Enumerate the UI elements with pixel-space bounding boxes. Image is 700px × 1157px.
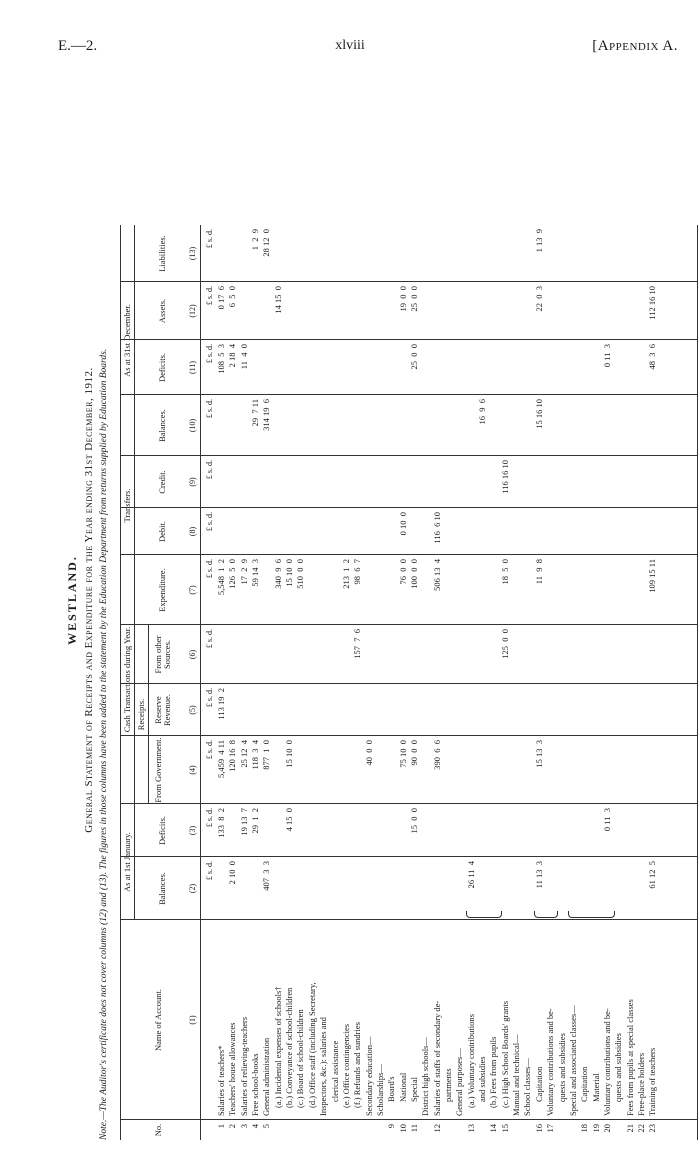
row-number: 12 [431, 1124, 442, 1133]
statement-title: WESTLAND. [65, 555, 79, 645]
account-name: (b.) Conveyance of school-children [284, 987, 295, 1108]
currency-units: £ s. d. [205, 286, 214, 306]
cell-value: 126 5 0 [227, 559, 238, 589]
bracket-brace [466, 911, 502, 918]
cell-value: 75 10 0 [397, 740, 408, 768]
account-name: Voluntary contributions and be- [601, 1008, 612, 1116]
column-number: (8) [188, 526, 197, 537]
column-number: (5) [188, 705, 197, 715]
column-header: Expenditure. [157, 568, 167, 612]
column-header: Debit. [157, 521, 167, 543]
currency-units: £ s. d. [205, 740, 214, 760]
column-header: Deficits. [157, 352, 167, 383]
cell-value: 120 16 8 [227, 740, 238, 772]
cell-value: 76 0 0 [397, 559, 408, 585]
statement-subtitle: General Statement of Receipts and Expenditure for the Year ending 31st December, 1912. [83, 367, 95, 833]
cell-value: 15 10 0 [284, 559, 295, 587]
account-name: Salaries of staffs of secondary de- [431, 1000, 442, 1116]
column-number: (4) [188, 765, 197, 775]
column-number: (10) [188, 418, 197, 433]
cell-value: 26 11 4 [465, 861, 476, 889]
account-name: (d.) Office staff (including Secretary, [306, 982, 317, 1108]
appendix-label: [Appendix A. [592, 38, 678, 54]
row-number: 15 [499, 1124, 510, 1133]
account-name: Special and associated classes— [567, 1005, 578, 1116]
bracket-brace [534, 911, 559, 918]
row-number: 14 [488, 1124, 499, 1133]
column-header: From Government. [153, 737, 163, 803]
column-header: Balances. [157, 872, 167, 905]
account-name: Manual and technical— [511, 1034, 522, 1116]
account-name: (a.) Voluntary contributions [465, 1014, 476, 1108]
account-name: clerical assistance [329, 1040, 340, 1102]
account-name: Teachers' house allowances [227, 1022, 238, 1116]
cell-value: 0 17 6 [216, 286, 226, 310]
cell-value: 108 5 3 [216, 344, 226, 374]
column-number: (2) [188, 883, 197, 894]
account-name: (a.) Incidental expenses of schools† [272, 986, 283, 1108]
group-rule-receipts [148, 625, 149, 804]
account-name: Free-place holders [635, 1052, 646, 1116]
account-name: (b.) Fees from pupils [488, 1036, 499, 1108]
row-number: 16 [533, 1124, 544, 1133]
account-name: School classes— [522, 1058, 533, 1116]
cell-value: 506 13 4 [431, 559, 442, 591]
account-name: Voluntary contributions and be- [545, 1008, 556, 1116]
group-rule-december [134, 225, 135, 456]
row-number: 19 [590, 1124, 601, 1133]
account-name: (f.) Refunds and sundries [352, 1022, 363, 1108]
auditor-note: Note.—The Auditor's certificate does not cover columns (12) and (13). The figures in those columns have been added to the statement by the Education Department from returns supplied by Education Boards. [99, 348, 109, 1140]
row-number: 4 [250, 1124, 261, 1129]
row-number: 21 [624, 1124, 635, 1133]
row-number: 18 [579, 1124, 590, 1133]
column-rule [120, 1119, 698, 1120]
currency-units: £ s. d. [205, 629, 214, 649]
cell-value: 510 0 0 [295, 559, 306, 589]
column-number: (3) [188, 825, 197, 836]
cell-value: 877 1 0 [261, 740, 272, 770]
account-name: quests and subsidies [556, 1033, 567, 1102]
cell-value: 15 16 10 [533, 399, 544, 429]
cell-value: 4 15 0 [284, 808, 295, 832]
group-header-receipts: Receipts. [136, 698, 146, 731]
account-name: Capitation [533, 1066, 544, 1102]
cell-value: 116 6 10 [431, 512, 442, 544]
currency-units: £ s. d. [205, 399, 214, 419]
cell-value: 100 0 0 [408, 559, 419, 589]
cell-value: 19 13 7 [238, 808, 249, 836]
column-header: Deficits. [157, 815, 167, 846]
cell-value: 15 13 3 [533, 740, 544, 768]
cell-value: 157 7 6 [352, 629, 363, 659]
cell-value: 40 0 0 [363, 740, 374, 766]
cell-value: 0 11 3 [601, 344, 612, 368]
cell-value: 5,459 4 11 [216, 740, 226, 778]
account-name: Board's [386, 1076, 397, 1102]
cell-value: 340 9 6 [272, 559, 283, 589]
cell-value: 29 7 11 [250, 399, 261, 427]
account-name: Salaries of teachers* [216, 1045, 226, 1116]
account-name: Material [590, 1073, 601, 1102]
group-header-cash-transactions: Cash Transactions during Year. [122, 626, 132, 733]
cell-value: 2 10 0 [227, 861, 238, 885]
account-name: (e.) Office contingencies [340, 1023, 351, 1108]
row-number: 11 [408, 1124, 419, 1133]
currency-units: £ s. d. [205, 861, 214, 881]
cell-value: 14 15 0 [272, 286, 283, 314]
currency-units: £ s. d. [205, 229, 214, 249]
group-rule-january [134, 804, 135, 920]
account-name: Capitation [579, 1066, 590, 1102]
cell-value: 1 13 9 [533, 229, 544, 253]
rotated-statement-table [58, 60, 698, 1140]
account-name: Fees from pupils at special classes [624, 999, 635, 1116]
group-header-january: As at 1st January. [122, 832, 132, 892]
cell-value: 11 13 3 [533, 861, 544, 889]
column-header: No. [153, 1123, 163, 1137]
cell-value: 125 0 0 [499, 629, 510, 659]
account-name: Secondary education— [363, 1036, 374, 1116]
cell-value: 113 19 2 [216, 688, 226, 720]
cell-value: 48 3 6 [647, 344, 658, 370]
currency-units: £ s. d. [205, 344, 214, 364]
cell-value: 29 1 2 [250, 808, 261, 834]
account-name: District high schools— [420, 1037, 431, 1116]
cell-value: 1 2 9 [250, 229, 261, 251]
cell-value: 17 2 9 [238, 559, 249, 585]
currency-units: £ s. d. [205, 460, 214, 480]
group-header-december: As at 31st December. [122, 304, 132, 377]
column-header: Reserve Revenue. [153, 694, 173, 726]
cell-value: 28 12 0 [261, 229, 272, 257]
bracket-brace [568, 911, 615, 918]
currency-units: £ s. d. [205, 688, 214, 708]
column-number: (11) [188, 360, 197, 375]
cell-value: 11 9 8 [533, 559, 544, 585]
account-name: Special [408, 1076, 419, 1102]
group-rule-transfers [134, 456, 135, 555]
account-name: and subsidies [477, 1056, 488, 1102]
cell-value: 15 0 0 [408, 808, 419, 834]
cell-value: 18 5 0 [499, 559, 510, 585]
cell-value: 0 11 3 [601, 808, 612, 832]
column-number: (7) [188, 585, 197, 595]
account-name: General administration [261, 1037, 272, 1116]
cell-value: 116 16 10 [499, 460, 510, 494]
row-number: 20 [601, 1124, 612, 1133]
cell-value: 112 16 10 [647, 286, 658, 320]
currency-units: £ s. d. [205, 559, 214, 579]
cell-value: 390 6 6 [431, 740, 442, 770]
cell-value: 2 18 4 [227, 344, 238, 368]
account-name: Inspectors, &c.): salaries and [318, 1017, 329, 1116]
row-number: 10 [397, 1124, 408, 1133]
page-number: xlviii [335, 38, 365, 53]
cell-value: 25 0 0 [408, 344, 419, 370]
account-name: Training of teachers [647, 1047, 658, 1116]
row-number: 3 [238, 1124, 249, 1129]
cell-value: 25 12 4 [238, 740, 249, 768]
group-header-transfers: Transfers. [122, 488, 132, 523]
account-name: General purposes— [454, 1048, 465, 1116]
row-number: 23 [647, 1124, 658, 1133]
cell-value: 59 14 3 [250, 559, 261, 587]
column-number: (12) [188, 304, 197, 318]
column-header: Name of Account. [153, 988, 163, 1052]
cell-value: 407 3 3 [261, 861, 272, 891]
cell-value: 11 4 0 [238, 344, 249, 370]
cell-value: 133 8 2 [216, 808, 226, 838]
cell-value: 0 10 0 [397, 512, 408, 536]
cell-value: 109 15 11 [647, 559, 658, 593]
cell-value: 25 0 0 [408, 286, 419, 312]
currency-units: £ s. d. [205, 808, 214, 828]
cell-value: 16 9 6 [477, 399, 488, 425]
page-section-code: E.—2. [58, 38, 98, 54]
row-number: 1 [216, 1124, 226, 1129]
column-header: Credit. [157, 470, 167, 494]
row-number: 2 [227, 1124, 238, 1129]
column-header: From other Sources. [153, 635, 173, 674]
cell-value: 314 19 6 [261, 399, 272, 431]
column-header: Assets. [157, 298, 167, 324]
account-name: (c.) Board of school-children [295, 1009, 306, 1108]
cell-value: 22 0 3 [533, 286, 544, 312]
cell-value: 19 0 0 [397, 286, 408, 312]
cell-value: 213 1 2 [340, 559, 351, 589]
row-number: 22 [635, 1124, 646, 1133]
account-name: Scholarships— [374, 1064, 385, 1116]
cell-value: 15 10 0 [284, 740, 295, 768]
row-number: 9 [386, 1124, 397, 1129]
column-header: Balances. [157, 409, 167, 442]
column-header: Liabilities. [157, 235, 167, 272]
cell-value: 90 0 0 [408, 740, 419, 766]
account-name: Salaries of relieving-teachers [238, 1016, 249, 1116]
row-number: 17 [545, 1124, 556, 1133]
account-name: (c.) High School Boards' grants [499, 1000, 510, 1108]
column-number: (1) [188, 1015, 197, 1025]
row-number: 5 [261, 1124, 272, 1129]
column-number: (9) [188, 477, 197, 487]
cell-value: 5,548 1 2 [216, 559, 226, 596]
group-rule-cash [134, 555, 135, 804]
account-name: quests and subsidies [613, 1033, 624, 1102]
cell-value: 6 5 0 [227, 286, 238, 308]
account-name: National [397, 1072, 408, 1102]
account-name: partments [443, 1068, 453, 1102]
cell-value: 98 6 7 [352, 559, 363, 585]
cell-value: 61 12 5 [647, 861, 658, 889]
column-number: (13) [188, 246, 197, 261]
currency-units: £ s. d. [205, 512, 214, 532]
cell-value: 118 3 4 [250, 740, 261, 770]
row-number: 13 [465, 1124, 476, 1133]
column-number: (6) [188, 649, 197, 660]
account-name: Free school-books [250, 1053, 261, 1116]
